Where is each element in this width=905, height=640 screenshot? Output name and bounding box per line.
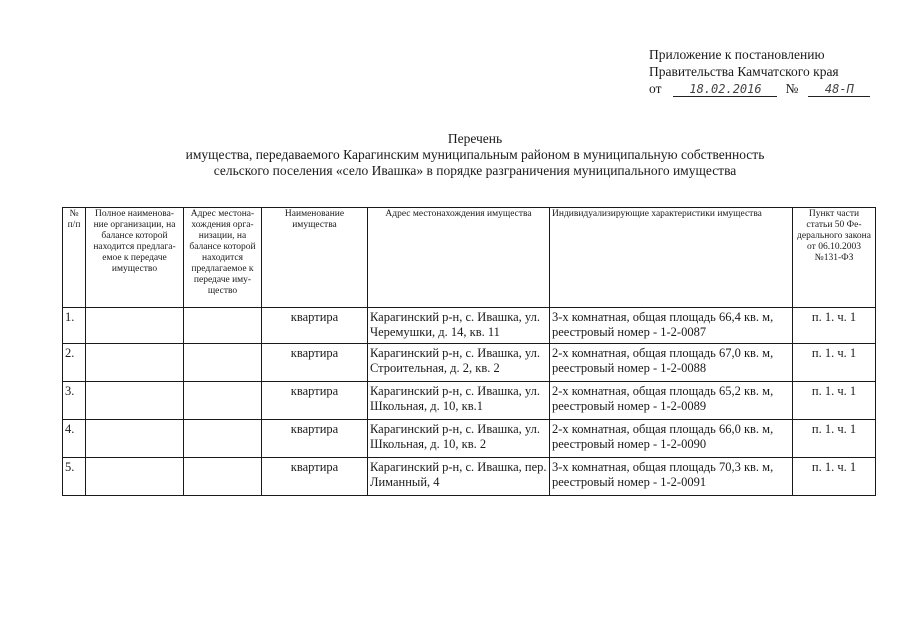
cell-characteristics: 2-х комнатная, общая площадь 67,0 кв. м, реестровый номер - 1-2-0088 [550, 344, 793, 382]
cell-characteristics: 2-х комнатная, общая площадь 66,0 кв. м, реестровый номер - 1-2-0090 [550, 420, 793, 458]
cell-point: п. 1. ч. 1 [793, 344, 876, 382]
header-address: Адрес местонахождения имущества [368, 208, 550, 308]
cell-org-address [184, 308, 262, 344]
title-heading: Перечень [447, 131, 503, 146]
cell-point: п. 1. ч. 1 [793, 458, 876, 496]
header-point: Пункт части статьи 50 Фе-дерального закона от 06.10.2003 №131-ФЗ [793, 208, 876, 308]
date-label: от [649, 81, 662, 96]
cell-name: квартира [262, 308, 368, 344]
cell-org-address [184, 382, 262, 420]
cell-address: Карагинский р-н, с. Ивашка, пер. Лиманный, 4 [368, 458, 550, 496]
cell-org-address [184, 420, 262, 458]
cell-num: 4. [63, 420, 86, 458]
cell-org [86, 420, 184, 458]
cell-org [86, 458, 184, 496]
cell-name: квартира [262, 420, 368, 458]
title-line-3: сельского поселения «село Ивашка» в порядке разграничения муниципального имущества [213, 163, 737, 178]
header-org-address: Адрес местона-хождения орга-низации, на балансе которой находится предлагаемое к передаче иму-щество [184, 208, 262, 308]
date-value: 18.02.2016 [673, 82, 777, 97]
cell-num: 1. [63, 308, 86, 344]
table-header-row [63, 208, 876, 308]
cell-num: 5. [63, 458, 86, 496]
cell-characteristics: 2-х комнатная, общая площадь 65,2 кв. м, реестровый номер - 1-2-0089 [550, 382, 793, 420]
cell-point: п. 1. ч. 1 [793, 382, 876, 420]
table-row [63, 458, 876, 496]
cell-org [86, 308, 184, 344]
table-row [63, 344, 876, 382]
cell-org [86, 344, 184, 382]
appendix-date-line [649, 80, 889, 97]
table-row [63, 420, 876, 458]
header-name: Наименование имущества [262, 208, 368, 308]
title-line-2: имущества, передаваемого Карагинским муниципальным районом в муниципальную собственность [185, 147, 765, 162]
header-num: № п/п [63, 208, 86, 308]
cell-org-address [184, 458, 262, 496]
cell-characteristics: 3-х комнатная, общая площадь 70,3 кв. м, реестровый номер - 1-2-0091 [550, 458, 793, 496]
header-org: Полное наименова-ние организации, на балансе которой находится предлага-емое к передаче имущество [86, 208, 184, 308]
number-label: № [785, 81, 799, 96]
cell-num: 3. [63, 382, 86, 420]
appendix-header [649, 46, 889, 97]
number-value: 48-П [808, 82, 870, 97]
cell-point: п. 1. ч. 1 [793, 420, 876, 458]
cell-org [86, 382, 184, 420]
cell-address: Карагинский р-н, с. Ивашка, ул. Строительная, д. 2, кв. 2 [368, 344, 550, 382]
property-table [62, 207, 876, 496]
cell-org-address [184, 344, 262, 382]
document-title [100, 131, 850, 179]
cell-name: квартира [262, 382, 368, 420]
appendix-line-2: Правительства Камчатского края [649, 64, 839, 79]
cell-address: Карагинский р-н, с. Ивашка, ул. Школьная, д. 10, кв. 2 [368, 420, 550, 458]
cell-name: квартира [262, 458, 368, 496]
cell-num: 2. [63, 344, 86, 382]
cell-characteristics: 3-х комнатная, общая площадь 66,4 кв. м, реестровый номер - 1-2-0087 [550, 308, 793, 344]
table-row [63, 382, 876, 420]
cell-address: Карагинский р-н, с. Ивашка, ул. Черемушки, д. 14, кв. 11 [368, 308, 550, 344]
cell-name: квартира [262, 344, 368, 382]
appendix-line-1: Приложение к постановлению [649, 47, 825, 62]
header-characteristics: Индивидуализирующие характеристики имущества [550, 208, 793, 308]
cell-address: Карагинский р-н, с. Ивашка, ул. Школьная, д. 10, кв.1 [368, 382, 550, 420]
table-row [63, 308, 876, 344]
cell-point: п. 1. ч. 1 [793, 308, 876, 344]
